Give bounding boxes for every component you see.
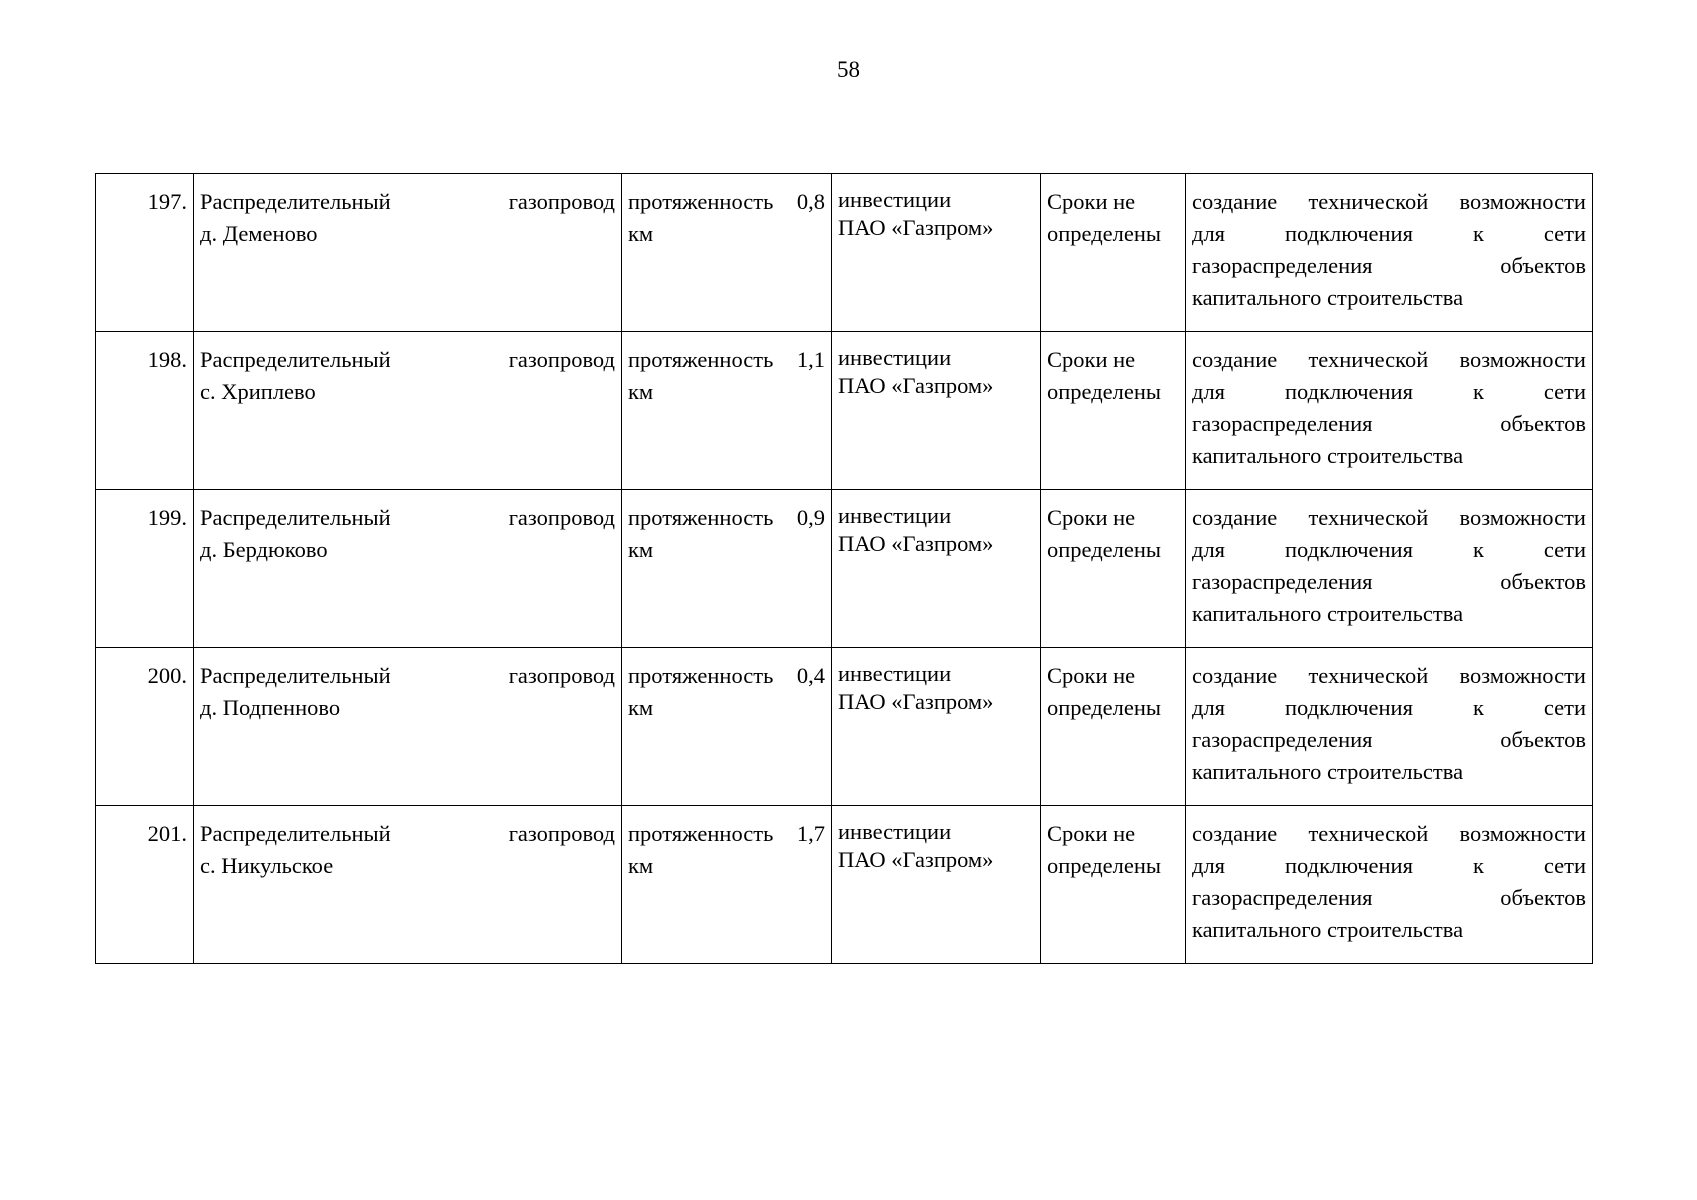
funding-source-cell	[832, 174, 1041, 332]
length-line	[628, 344, 825, 376]
purpose-cell	[1186, 806, 1593, 964]
purpose-word: подключения	[1285, 853, 1413, 878]
funding-source-line2: ПАО «Газпром»	[838, 373, 994, 398]
length-line	[628, 186, 825, 218]
length-unit: км	[628, 695, 654, 720]
facilities-table	[95, 173, 1593, 964]
object-type: Распределительный	[200, 821, 391, 846]
funding-source-line1: инвестиции	[838, 345, 952, 370]
length-cell	[622, 806, 832, 964]
purpose-line	[1192, 692, 1586, 724]
funding-source-line2: ПАО «Газпром»	[838, 215, 994, 240]
length-line	[628, 818, 825, 850]
funding-source-line1: инвестиции	[838, 661, 952, 686]
purpose-cell	[1186, 490, 1593, 648]
purpose-word: газораспределения	[1192, 727, 1373, 752]
purpose-word: технической	[1308, 821, 1429, 846]
purpose-word: технической	[1308, 189, 1429, 214]
purpose-word: для	[1192, 537, 1226, 562]
table-body	[96, 174, 1593, 964]
object-name-line	[200, 502, 615, 534]
purpose-word: возможности	[1459, 505, 1586, 530]
funding-source-cell	[832, 648, 1041, 806]
purpose-line	[1192, 534, 1586, 566]
length-cell	[622, 648, 832, 806]
purpose-word: создание	[1192, 663, 1278, 688]
object-name-cell	[194, 806, 622, 964]
purpose-line	[1192, 218, 1586, 250]
object-type: Распределительный	[200, 505, 391, 530]
length-value: 1,1	[796, 347, 825, 372]
purpose-word: сети	[1543, 221, 1586, 246]
purpose-line	[1192, 502, 1586, 534]
object-name-line	[200, 344, 615, 376]
length-cell	[622, 174, 832, 332]
funding-source-cell	[832, 332, 1041, 490]
purpose-line	[1192, 408, 1586, 440]
term-line1: Сроки не	[1047, 821, 1136, 846]
purpose-line	[1192, 186, 1586, 218]
purpose-cell	[1186, 332, 1593, 490]
purpose-line	[1192, 818, 1586, 850]
purpose-line	[1192, 566, 1586, 598]
purpose-word: возможности	[1459, 663, 1586, 688]
row-number-cell	[96, 490, 194, 648]
purpose-line	[1192, 376, 1586, 408]
length-value: 0,8	[796, 189, 825, 214]
purpose-cell	[1186, 174, 1593, 332]
purpose-word: сети	[1543, 379, 1586, 404]
purpose-line	[1192, 250, 1586, 282]
purpose-word: для	[1192, 853, 1226, 878]
object-location: д. Подпенново	[200, 695, 341, 720]
row-number: 199.	[147, 505, 187, 530]
purpose-word: подключения	[1285, 379, 1413, 404]
purpose-word: создание	[1192, 821, 1278, 846]
length-value: 0,4	[796, 663, 825, 688]
page-number: 58	[837, 57, 860, 82]
purpose-word: к	[1472, 537, 1484, 562]
term-line2: определены	[1047, 853, 1162, 878]
purpose-word: возможности	[1459, 347, 1586, 372]
row-number-cell	[96, 806, 194, 964]
purpose-word: для	[1192, 695, 1226, 720]
table-row	[96, 174, 1593, 332]
object-name-cell	[194, 648, 622, 806]
row-number: 198.	[147, 347, 187, 372]
row-number: 197.	[147, 189, 187, 214]
object-kind: газопровод	[508, 663, 615, 688]
object-type: Распределительный	[200, 663, 391, 688]
purpose-word: создание	[1192, 189, 1278, 214]
purpose-word: технической	[1308, 347, 1429, 372]
purpose-word: газораспределения	[1192, 411, 1373, 436]
term-line2: определены	[1047, 379, 1162, 404]
length-line	[628, 660, 825, 692]
funding-source-line2: ПАО «Газпром»	[838, 847, 994, 872]
purpose-word: объектов	[1500, 569, 1586, 594]
purpose-word: объектов	[1500, 885, 1586, 910]
purpose-line-last: капитального строительства	[1192, 917, 1464, 942]
purpose-word: к	[1472, 695, 1484, 720]
object-name-line	[200, 818, 615, 850]
object-name-cell	[194, 490, 622, 648]
term-line2: определены	[1047, 537, 1162, 562]
funding-source-cell	[832, 806, 1041, 964]
purpose-word: к	[1472, 221, 1484, 246]
term-line1: Сроки не	[1047, 189, 1136, 214]
term-cell	[1041, 174, 1186, 332]
object-kind: газопровод	[508, 347, 615, 372]
length-line	[628, 502, 825, 534]
object-location: д. Бердюково	[200, 537, 328, 562]
object-name-line	[200, 660, 615, 692]
length-value: 0,9	[796, 505, 825, 530]
length-unit: км	[628, 379, 654, 404]
length-unit: км	[628, 853, 654, 878]
purpose-line-last: капитального строительства	[1192, 601, 1464, 626]
object-name-line	[200, 186, 615, 218]
term-cell	[1041, 332, 1186, 490]
purpose-word: создание	[1192, 505, 1278, 530]
purpose-word: объектов	[1500, 411, 1586, 436]
purpose-word: газораспределения	[1192, 885, 1373, 910]
funding-source-line1: инвестиции	[838, 503, 952, 528]
row-number-cell	[96, 648, 194, 806]
purpose-line	[1192, 882, 1586, 914]
length-cell	[622, 490, 832, 648]
funding-source-line2: ПАО «Газпром»	[838, 689, 994, 714]
purpose-word: подключения	[1285, 695, 1413, 720]
purpose-word: сети	[1543, 695, 1586, 720]
term-line2: определены	[1047, 695, 1162, 720]
purpose-word: объектов	[1500, 253, 1586, 278]
table-row	[96, 648, 1593, 806]
purpose-word: объектов	[1500, 727, 1586, 752]
object-kind: газопровод	[508, 821, 615, 846]
object-type: Распределительный	[200, 347, 391, 372]
length-unit: км	[628, 537, 654, 562]
object-name-cell	[194, 174, 622, 332]
purpose-line-last: капитального строительства	[1192, 285, 1464, 310]
purpose-word: для	[1192, 379, 1226, 404]
table-row	[96, 332, 1593, 490]
purpose-word: технической	[1308, 663, 1429, 688]
length-label: протяженность	[628, 347, 774, 372]
term-line2: определены	[1047, 221, 1162, 246]
purpose-word: для	[1192, 221, 1226, 246]
purpose-line	[1192, 344, 1586, 376]
funding-source-line1: инвестиции	[838, 819, 952, 844]
length-cell	[622, 332, 832, 490]
purpose-word: к	[1472, 379, 1484, 404]
length-label: протяженность	[628, 663, 774, 688]
term-cell	[1041, 490, 1186, 648]
row-number-cell	[96, 332, 194, 490]
row-number-cell	[96, 174, 194, 332]
row-number: 200.	[147, 663, 187, 688]
table-row	[96, 490, 1593, 648]
term-cell	[1041, 806, 1186, 964]
purpose-word: подключения	[1285, 221, 1413, 246]
object-location: с. Хриплево	[200, 379, 316, 404]
term-line1: Сроки не	[1047, 663, 1136, 688]
purpose-word: возможности	[1459, 821, 1586, 846]
length-label: протяженность	[628, 189, 774, 214]
purpose-word: сети	[1543, 853, 1586, 878]
purpose-line	[1192, 660, 1586, 692]
term-line1: Сроки не	[1047, 347, 1136, 372]
funding-source-cell	[832, 490, 1041, 648]
length-label: протяженность	[628, 505, 774, 530]
purpose-word: технической	[1308, 505, 1429, 530]
term-line1: Сроки не	[1047, 505, 1136, 530]
purpose-word: подключения	[1285, 537, 1413, 562]
purpose-line	[1192, 724, 1586, 756]
length-value: 1,7	[796, 821, 825, 846]
purpose-word: газораспределения	[1192, 569, 1373, 594]
purpose-word: создание	[1192, 347, 1278, 372]
length-label: протяженность	[628, 821, 774, 846]
purpose-word: газораспределения	[1192, 253, 1373, 278]
term-cell	[1041, 648, 1186, 806]
funding-source-line2: ПАО «Газпром»	[838, 531, 994, 556]
purpose-cell	[1186, 648, 1593, 806]
purpose-word: сети	[1543, 537, 1586, 562]
row-number: 201.	[147, 821, 187, 846]
object-location: д. Деменово	[200, 221, 318, 246]
object-kind: газопровод	[508, 189, 615, 214]
purpose-word: возможности	[1459, 189, 1586, 214]
object-kind: газопровод	[508, 505, 615, 530]
object-name-cell	[194, 332, 622, 490]
funding-source-line1: инвестиции	[838, 187, 952, 212]
table-row	[96, 806, 1593, 964]
length-unit: км	[628, 221, 654, 246]
object-location: с. Никульское	[200, 853, 334, 878]
object-type: Распределительный	[200, 189, 391, 214]
purpose-line	[1192, 850, 1586, 882]
purpose-line-last: капитального строительства	[1192, 443, 1464, 468]
purpose-line-last: капитального строительства	[1192, 759, 1464, 784]
purpose-word: к	[1472, 853, 1484, 878]
